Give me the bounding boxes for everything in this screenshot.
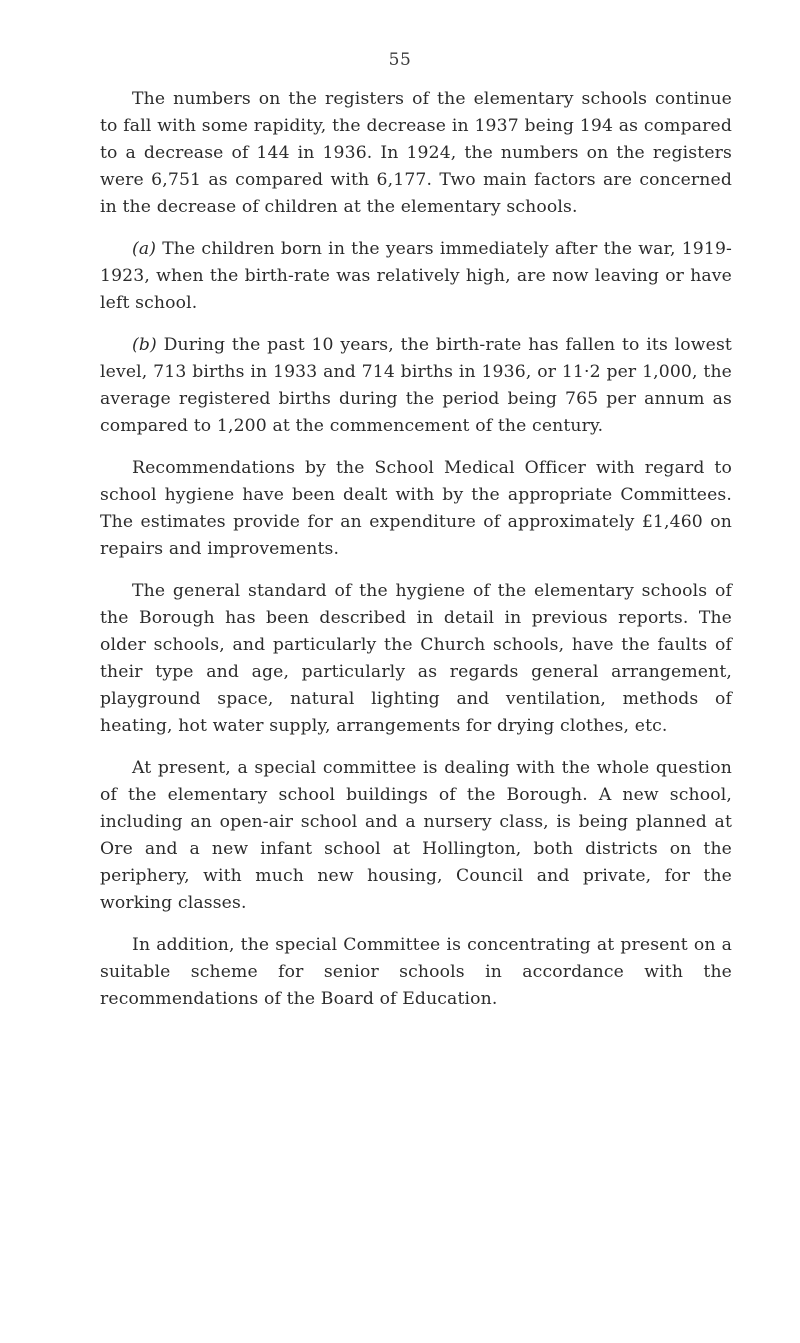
- paragraph-senior-schools: [100, 932, 732, 1013]
- paragraph-text: At present, a special committee is dealing with the whole question of the elementary school buildings of the Borough. A new school, including an open-air school and a nursery class, is being planned at Ore and a new infant school at Hollington, both districts on the periphery, with much new housing, Council and private, for the working classes.: [100, 758, 732, 913]
- paragraph-factor-a: [100, 236, 732, 317]
- page-number: 55: [388, 50, 412, 70]
- list-label-b: (b): [132, 335, 157, 355]
- paragraph-text: The numbers on the registers of the elementary schools continue to fall with some rapidity, the decrease in 1937 being 194 as compared to a decrease of 144 in 1936. In 1924, the numbers on the registers were 6,751 as compared with 6,177. Two main factors are concerned in the decrease of children at the elementary schools.: [100, 89, 732, 217]
- paragraph-text: During the past 10 years, the birth-rate has fallen to its lowest level, 713 births in 1933 and 714 births in 1936, or 11·2 per 1,000, the average registered births during the period being 765 per annum as compared to 1,200 at the commencement of the century.: [100, 335, 732, 436]
- paragraph-register-numbers: [100, 86, 732, 221]
- paragraph-text: The general standard of the hygiene of the elementary schools of the Borough has been described in detail in previous reports. The older schools, and particularly the Church schools, have the faults of their type and age, particularly as regards general arrangement, playground space, natural lighting and ventilation, methods of heating, hot water supply, arrangements for drying clothes, etc.: [100, 581, 732, 736]
- paragraph-special-committee: [100, 755, 732, 917]
- paragraph-recommendations: [100, 455, 732, 563]
- paragraph-hygiene-standard: [100, 578, 732, 740]
- paragraph-text: The children born in the years immediately after the war, 1919-1923, when the birth-rate was relatively high, are now leaving or have left school.: [100, 239, 732, 313]
- list-label-a: (a): [132, 239, 157, 259]
- paragraph-text: Recommendations by the School Medical Officer with regard to school hygiene have been dealt with by the appropriate Committees. The estimates provide for an expenditure of approximately £1,460 on repairs and improvements.: [100, 458, 732, 559]
- paragraph-factor-b: [100, 332, 732, 440]
- body-text: [100, 86, 732, 1028]
- paragraph-text: In addition, the special Committee is concentrating at present on a suitable scheme for senior schools in accordance with the recommendations of the Board of Education.: [100, 935, 732, 1009]
